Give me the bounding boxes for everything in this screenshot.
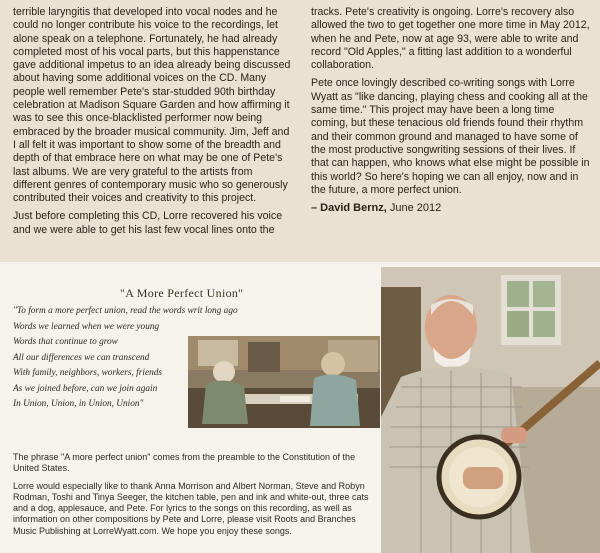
poem-line: Words that continue to grow	[13, 337, 118, 347]
poem-line: With family, neighbors, workers, friends	[13, 368, 163, 378]
credits-caption	[13, 452, 373, 543]
banjo-player-photo-image	[381, 267, 600, 553]
poem-line: In Union, Union, in Union, Union"	[13, 399, 144, 409]
essay-paragraph: terrible laryngitis that developed into vocal nodes and he could no longer contribute his voice to the recordings, let alone speak on a telephone. Fortunately, he had already completed most of his vocal parts, but this happenstance gave additional impetus to an idea already being discussed about having some additional voices on the CD. Many people well remember Pete's star-studded 90th birthday celebration at Madison Square Garden and how affirming it was to see this once-blacklisted performer now being embraced by the broader musical community. Jim, Jeff and I all felt it was important to show some of the breadth and depth of that embrace here on what may be one of Pete's last albums. We are very grateful to the artists from different genres of contemporary music who so generously contributed their voices and creativity to this project.	[13, 6, 291, 205]
poem-line: Words we learned when we were young	[13, 321, 160, 332]
poem-line: As we joined before, can we join again	[13, 383, 158, 394]
signature	[311, 202, 591, 215]
essay-left-column	[13, 6, 291, 242]
caption-paragraph: The phrase "A more perfect union" comes from the preamble to the Constitution of the United States.	[13, 452, 356, 474]
essay-paragraph: Pete once lovingly described co-writing songs with Lorre Wyatt as "like dancing, playing chess and cooking all at the same time." This project may have been a long time coming, but these tenacious old friends found their rhythm and their common ground and managed to have some of the most productive songwriting sessions of their lives. If that can happen, who knows what else might be possible in this world? So here's hoping we can all enjoy, now and in the future, a more perfect union.	[311, 77, 590, 196]
essay-right-column	[311, 6, 591, 215]
caption-paragraph: Lorre would especially like to thank Anna Morrison and Albert Norman, Steve and Robyn Rodman, Toshi and Tinya Seeger, the kitchen table, pen and ink and white-out, three cats and a dog, applesauce, and Pete. For lyrics to the songs on this recording, as well as information on other compositions by Pete and Lorre, please visit Roots and Branches Music Publishing at LorreWyatt.com. We hope you enjoy these songs.	[13, 480, 369, 536]
songwriting-photo	[188, 336, 380, 428]
poem-title: "A More Perfect Union"	[120, 286, 244, 300]
essay-paragraph: Just before completing this CD, Lorre recovered his voice and we were able to get his last few vocal lines onto the	[13, 210, 283, 236]
poem-line: All our differences we can transcend	[13, 352, 150, 363]
poem-line: "To form a more perfect union, read the words writ long ago	[13, 306, 238, 316]
signature-date: June 2012	[386, 202, 442, 215]
poem-section	[0, 262, 600, 553]
essay-paragraph: tracks. Pete's creativity is ongoing. Lorre's recovery also allowed the two to get together one more time in May 2012, when he and Pete, now at age 93, were able to write and record "Old Apples," a fitting last addition to a wonderful collaboration.	[311, 6, 590, 72]
essay-section	[0, 0, 600, 262]
banjo-player-photo	[381, 267, 600, 553]
signature-name: – David Bernz,	[311, 202, 387, 215]
songwriting-photo-image	[188, 336, 380, 428]
